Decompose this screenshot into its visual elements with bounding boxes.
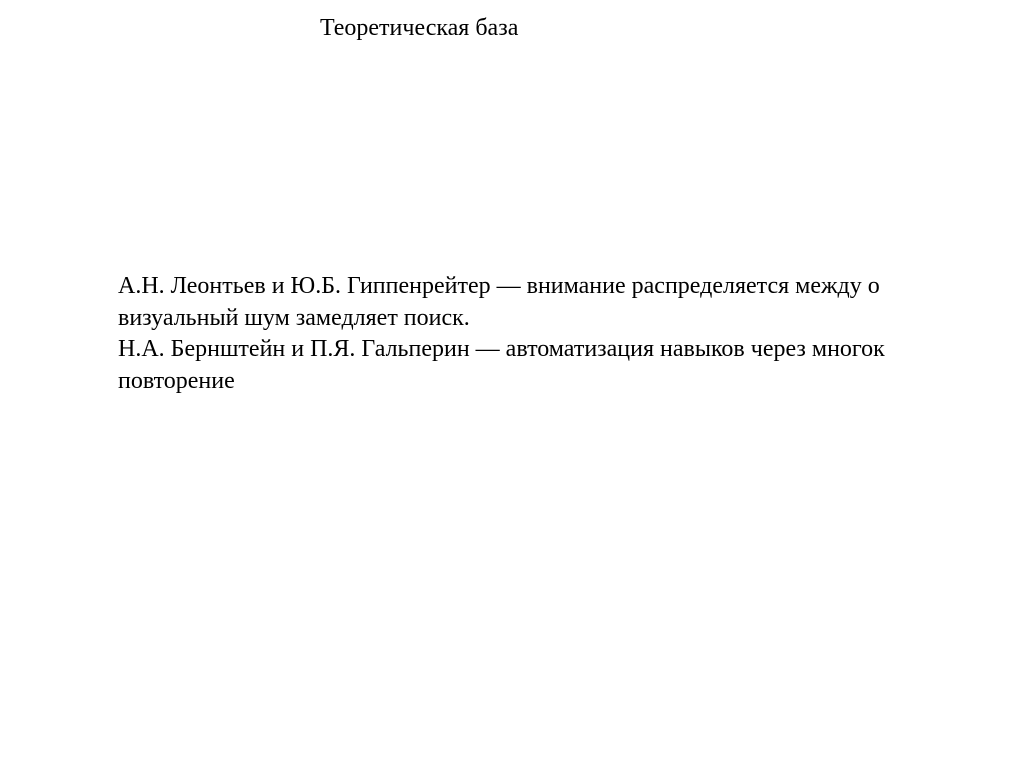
slide-title: Теоретическая база bbox=[320, 15, 519, 41]
body-line-bernstein: Н.А. Бернштейн и П.Я. Гальперин — автоматизация навыков через многок bbox=[118, 336, 885, 362]
body-line-repetition: повторение bbox=[118, 367, 235, 394]
slide-body bbox=[118, 271, 1024, 397]
body-line-leontiev: А.Н. Леонтьев и Ю.Б. Гиппенрейтер — внимание распределяется между о bbox=[118, 273, 880, 299]
body-line-visual-noise: визуальный шум замедляет поиск. bbox=[118, 304, 470, 331]
